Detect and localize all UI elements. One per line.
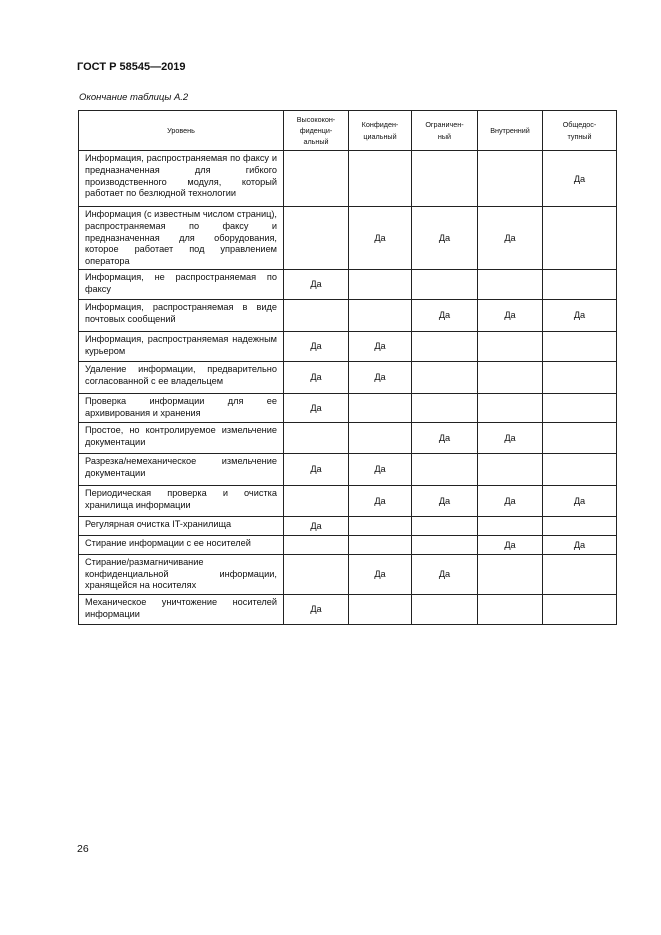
- col-restricted-cell: Да: [412, 422, 478, 453]
- col-level-header: Уровень: [79, 111, 284, 151]
- col-public-header: Общедос- тупный: [543, 111, 617, 151]
- col-restricted-cell: [412, 393, 478, 422]
- table-row: [79, 269, 617, 299]
- col-confidential-cell: [349, 422, 412, 453]
- table-row: [79, 422, 617, 453]
- table-caption: Окончание таблицы А.2: [79, 92, 189, 103]
- row-label: Регулярная очистка IT-хранилища: [79, 516, 284, 535]
- table-row: [79, 535, 617, 554]
- col-public-cell: [543, 361, 617, 393]
- col-restricted-header: Ограничен- ный: [412, 111, 478, 151]
- col-internal-cell: [478, 554, 543, 594]
- col-confidential-cell: Да: [349, 485, 412, 516]
- col-restricted-cell: [412, 516, 478, 535]
- col-highly-confidential-cell: [284, 422, 349, 453]
- col-internal-cell: Да: [478, 485, 543, 516]
- col-confidential-cell: Да: [349, 331, 412, 361]
- col-public-cell: [543, 516, 617, 535]
- col-confidential-cell: Да: [349, 453, 412, 485]
- col-internal-cell: Да: [478, 535, 543, 554]
- col-restricted-cell: Да: [412, 485, 478, 516]
- col-highly-confidential-cell: Да: [284, 361, 349, 393]
- row-label: Стирание/размагничивание конфиденциальной информации, хранящейся на носителях: [79, 554, 284, 594]
- col-confidential-cell: Да: [349, 207, 412, 270]
- table-row: [79, 331, 617, 361]
- security-levels-table: [78, 110, 617, 625]
- col-confidential-cell: [349, 299, 412, 331]
- col-internal-cell: Да: [478, 299, 543, 331]
- col-highly-confidential-cell: Да: [284, 453, 349, 485]
- col-confidential-cell: Да: [349, 361, 412, 393]
- col-public-cell: Да: [543, 299, 617, 331]
- col-restricted-cell: Да: [412, 554, 478, 594]
- table-row: [79, 453, 617, 485]
- col-restricted-cell: [412, 331, 478, 361]
- col-highly-confidential-cell: Да: [284, 393, 349, 422]
- row-label: Информация, распространяемая надежным курьером: [79, 331, 284, 361]
- row-label: Информация (с известным числом страниц), распространяемая по факсу и предназначенная для оборудования, которое работает под управлением оператора: [79, 207, 284, 270]
- col-confidential-cell: [349, 269, 412, 299]
- col-confidential-cell: Да: [349, 554, 412, 594]
- row-label: Простое, но контролируемое измельчение документации: [79, 422, 284, 453]
- col-internal-cell: Да: [478, 207, 543, 270]
- col-highly-confidential-cell: [284, 207, 349, 270]
- col-internal-cell: [478, 269, 543, 299]
- page-number: 26: [77, 843, 89, 855]
- col-internal-cell: [478, 331, 543, 361]
- row-label: Стирание информации с ее носителей: [79, 535, 284, 554]
- col-confidential-cell: [349, 516, 412, 535]
- col-confidential-header: Конфиден- циальный: [349, 111, 412, 151]
- col-restricted-cell: [412, 269, 478, 299]
- table-row: [79, 554, 617, 594]
- col-internal-cell: [478, 151, 543, 207]
- col-public-cell: [543, 393, 617, 422]
- col-public-cell: [543, 269, 617, 299]
- col-public-cell: Да: [543, 485, 617, 516]
- col-internal-cell: [478, 393, 543, 422]
- col-highly-confidential-header: Высококон- фиденци- альный: [284, 111, 349, 151]
- col-confidential-cell: [349, 594, 412, 624]
- col-restricted-cell: [412, 453, 478, 485]
- col-highly-confidential-cell: [284, 554, 349, 594]
- col-internal-cell: Да: [478, 422, 543, 453]
- col-highly-confidential-cell: [284, 299, 349, 331]
- col-highly-confidential-cell: Да: [284, 516, 349, 535]
- table-header-row: [79, 111, 617, 151]
- document-id: ГОСТ Р 58545—2019: [77, 61, 186, 73]
- col-public-cell: [543, 594, 617, 624]
- row-label: Информация, не распространяемая по факсу: [79, 269, 284, 299]
- col-internal-cell: [478, 361, 543, 393]
- row-label: Проверка информации для ее архивирования и хранения: [79, 393, 284, 422]
- table-row: [79, 594, 617, 624]
- col-restricted-cell: Да: [412, 299, 478, 331]
- col-highly-confidential-cell: Да: [284, 269, 349, 299]
- table-row: [79, 516, 617, 535]
- col-restricted-cell: [412, 594, 478, 624]
- table-row: [79, 207, 617, 270]
- col-restricted-cell: Да: [412, 207, 478, 270]
- col-highly-confidential-cell: [284, 535, 349, 554]
- table-row: [79, 393, 617, 422]
- row-label: Разрезка/немеханическое измельчение документации: [79, 453, 284, 485]
- row-label: Периодическая проверка и очистка хранилища информации: [79, 485, 284, 516]
- row-label: Информация, распространяемая по факсу и предназначенная для гибкого производственного модуля, который работает по безлюдной технологии: [79, 151, 284, 207]
- col-public-cell: [543, 207, 617, 270]
- table-row: [79, 299, 617, 331]
- col-restricted-cell: [412, 361, 478, 393]
- row-label: Информация, распространяемая в виде почтовых сообщений: [79, 299, 284, 331]
- col-public-cell: [543, 453, 617, 485]
- col-public-cell: [543, 422, 617, 453]
- col-public-cell: [543, 331, 617, 361]
- row-label: Удаление информации, предварительно согласованной с ее владельцем: [79, 361, 284, 393]
- table-row: [79, 485, 617, 516]
- row-label: Механическое уничтожение носителей информации: [79, 594, 284, 624]
- col-highly-confidential-cell: Да: [284, 331, 349, 361]
- col-confidential-cell: [349, 393, 412, 422]
- table-row: [79, 361, 617, 393]
- col-public-cell: Да: [543, 151, 617, 207]
- col-internal-cell: [478, 516, 543, 535]
- col-restricted-cell: [412, 151, 478, 207]
- col-public-cell: [543, 554, 617, 594]
- col-confidential-cell: [349, 535, 412, 554]
- col-internal-header: Внутренний: [478, 111, 543, 151]
- col-highly-confidential-cell: [284, 151, 349, 207]
- col-restricted-cell: [412, 535, 478, 554]
- col-highly-confidential-cell: [284, 485, 349, 516]
- col-public-cell: Да: [543, 535, 617, 554]
- col-internal-cell: [478, 594, 543, 624]
- col-confidential-cell: [349, 151, 412, 207]
- col-highly-confidential-cell: Да: [284, 594, 349, 624]
- col-internal-cell: [478, 453, 543, 485]
- table-row: [79, 151, 617, 207]
